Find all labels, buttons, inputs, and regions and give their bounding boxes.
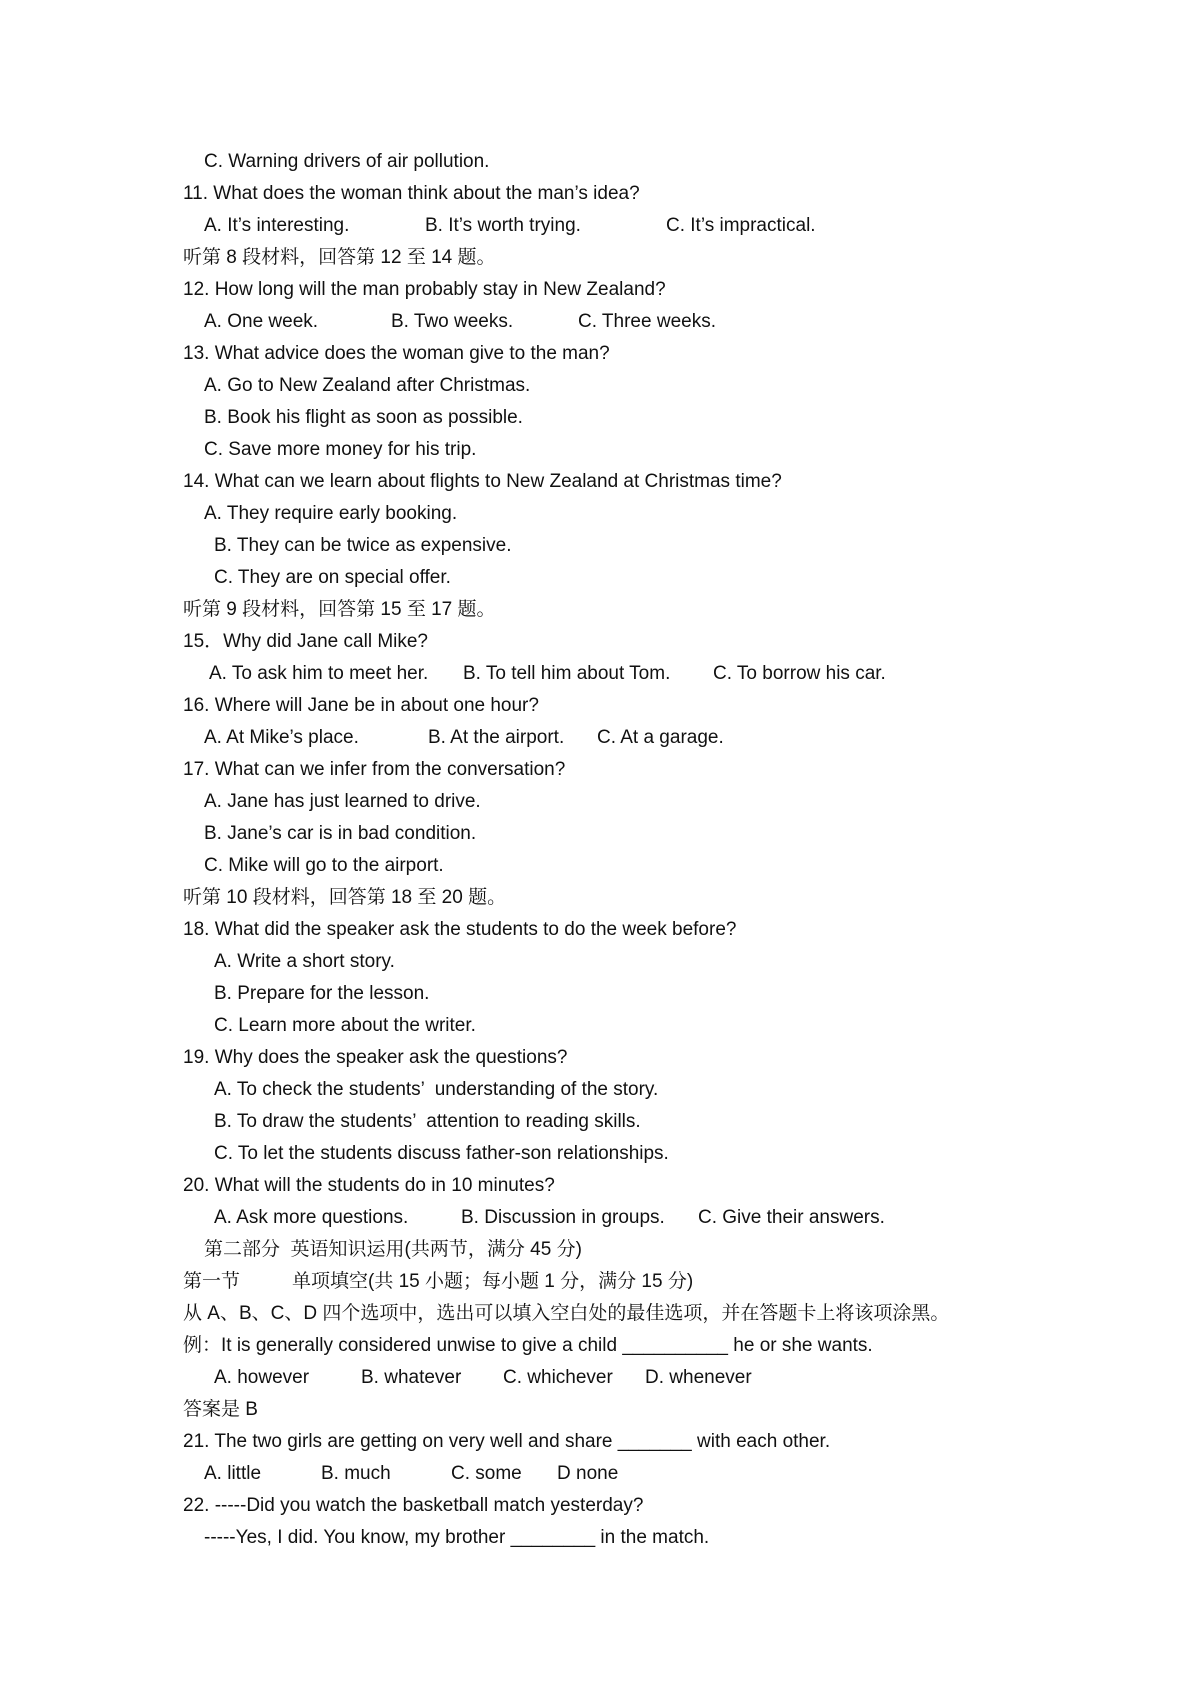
- option-text: B. They can be twice as expensive.: [214, 535, 512, 556]
- option-text: A. Write a short story.: [214, 951, 395, 972]
- option-text: C. Save more money for his trip.: [204, 439, 477, 460]
- option-c: C. whichever: [503, 1367, 613, 1388]
- option-text: B. Book his flight as soon as possible.: [204, 407, 523, 428]
- option-b: B. At the airport.: [428, 727, 565, 748]
- option-line: [204, 150, 489, 174]
- question-line: [183, 182, 640, 206]
- option-text: C. Learn more about the writer.: [214, 1015, 476, 1036]
- question-line: [183, 1430, 830, 1454]
- option-text: B. Jane’s car is in bad condition.: [204, 823, 477, 844]
- question-line: [183, 278, 666, 302]
- option-text: C. Warning drivers of air pollution.: [204, 151, 490, 172]
- option-line: [214, 534, 511, 558]
- option-text: C. They are on special offer.: [214, 567, 451, 588]
- option-text: B. Prepare for the lesson.: [214, 983, 430, 1004]
- option-text: C. Mike will go to the airport.: [204, 855, 444, 876]
- question-text: 12. How long will the man probably stay in New Zealand?: [183, 279, 666, 300]
- option-b: B. whatever: [361, 1367, 462, 1388]
- instruction-text: 听第 10 段材料，回答第 18 至 20 题。: [183, 887, 507, 908]
- option-line: [204, 406, 523, 430]
- option-c: C. Three weeks.: [578, 311, 716, 332]
- example-text: 例：It is generally considered unwise to give a child __________ he or she wants.: [183, 1335, 873, 1356]
- section-instruction: [183, 598, 496, 622]
- section-instruction: [183, 886, 506, 910]
- question-text: 19. Why does the speaker ask the questions?: [183, 1047, 568, 1068]
- question-line: [183, 1174, 555, 1198]
- option-c: C. Give their answers.: [698, 1207, 885, 1228]
- section-instruction: [183, 1302, 949, 1326]
- option-c: C. It’s impractical.: [666, 215, 816, 236]
- section-instruction: [183, 246, 496, 270]
- option-a: A. One week.: [204, 311, 319, 332]
- question-text: 15．Why did Jane call Mike?: [183, 631, 428, 652]
- option-text: A. Jane has just learned to drive.: [204, 791, 481, 812]
- question-text: 18. What did the speaker ask the students to do the week before?: [183, 919, 737, 940]
- part-heading: [204, 1238, 582, 1262]
- option-a: A. Ask more questions.: [214, 1207, 409, 1228]
- option-b: B. Discussion in groups.: [461, 1207, 665, 1228]
- instruction-text: 听第 9 段材料，回答第 15 至 17 题。: [183, 599, 496, 620]
- question-line: [183, 918, 736, 942]
- option-line: [204, 854, 444, 878]
- option-line: [214, 1078, 658, 1102]
- option-line: [214, 982, 429, 1006]
- question-line: [183, 1494, 643, 1518]
- question-text: 17. What can we infer from the conversation?: [183, 759, 566, 780]
- option-text: A. Go to New Zealand after Christmas.: [204, 375, 531, 396]
- option-line: [214, 1110, 641, 1134]
- dialogue-text: -----Yes, I did. You know, my brother ________ in the match.: [204, 1527, 710, 1548]
- option-b: B. To tell him about Tom.: [463, 663, 671, 684]
- question-line: [183, 630, 428, 654]
- option-line: [204, 790, 481, 814]
- option-c: C. At a garage.: [597, 727, 724, 748]
- section-title: 单项填空(共 15 小题；每小题 1 分，满分 15 分): [292, 1271, 694, 1292]
- option-d: D none: [557, 1463, 619, 1484]
- option-a: A. little: [204, 1463, 262, 1484]
- question-text: 20. What will the students do in 10 minutes?: [183, 1175, 555, 1196]
- answer-line: [183, 1398, 258, 1422]
- question-line: [183, 470, 782, 494]
- instruction-text: 听第 8 段材料，回答第 12 至 14 题。: [183, 247, 496, 268]
- option-b: B. It’s worth trying.: [425, 215, 581, 236]
- option-line: [204, 374, 530, 398]
- option-text: C. To let the students discuss father-son relationships.: [214, 1143, 669, 1164]
- option-line: [214, 1142, 669, 1166]
- option-c: C. To borrow his car.: [713, 663, 886, 684]
- option-line: [214, 1014, 476, 1038]
- instruction-text: 从 A、B、C、D 四个选项中，选出可以填入空白处的最佳选项，并在答题卡上将该项涂黑。: [183, 1303, 950, 1324]
- question-line: [183, 342, 610, 366]
- option-line: [214, 566, 451, 590]
- question-text: 22. -----Did you watch the basketball match yesterday?: [183, 1495, 644, 1516]
- option-b: B. Two weeks.: [391, 311, 514, 332]
- option-a: A. It’s interesting.: [204, 215, 350, 236]
- option-a: A. To ask him to meet her.: [209, 663, 429, 684]
- question-text: 13. What advice does the woman give to the man?: [183, 343, 610, 364]
- option-line: [204, 502, 457, 526]
- section-number: 第一节: [183, 1271, 241, 1292]
- option-a: A. At Mike’s place.: [204, 727, 359, 748]
- question-text: 16. Where will Jane be in about one hour?: [183, 695, 539, 716]
- option-b: B. much: [321, 1463, 391, 1484]
- answer-text: 答案是 B: [183, 1399, 258, 1420]
- question-text: 21. The two girls are getting on very well and share _______ with each other.: [183, 1431, 831, 1452]
- option-text: A. To check the students’ understanding of the story.: [214, 1079, 659, 1100]
- option-line: [204, 822, 476, 846]
- option-line: [204, 438, 476, 462]
- option-a: A. however: [214, 1367, 310, 1388]
- question-text: 11. What does the woman think about the man’s idea?: [183, 183, 640, 204]
- option-text: B. To draw the students’ attention to reading skills.: [214, 1111, 641, 1132]
- part-heading-text: 第二部分 英语知识运用(共两节，满分 45 分): [204, 1239, 582, 1260]
- option-text: A. They require early booking.: [204, 503, 458, 524]
- dialogue-line: [204, 1526, 709, 1550]
- question-text: 14. What can we learn about flights to New Zealand at Christmas time?: [183, 471, 782, 492]
- option-d: D. whenever: [645, 1367, 752, 1388]
- question-line: [183, 758, 565, 782]
- question-line: [183, 1046, 567, 1070]
- question-line: [183, 694, 539, 718]
- option-c: C. some: [451, 1463, 522, 1484]
- example-line: [183, 1334, 873, 1358]
- option-line: [214, 950, 395, 974]
